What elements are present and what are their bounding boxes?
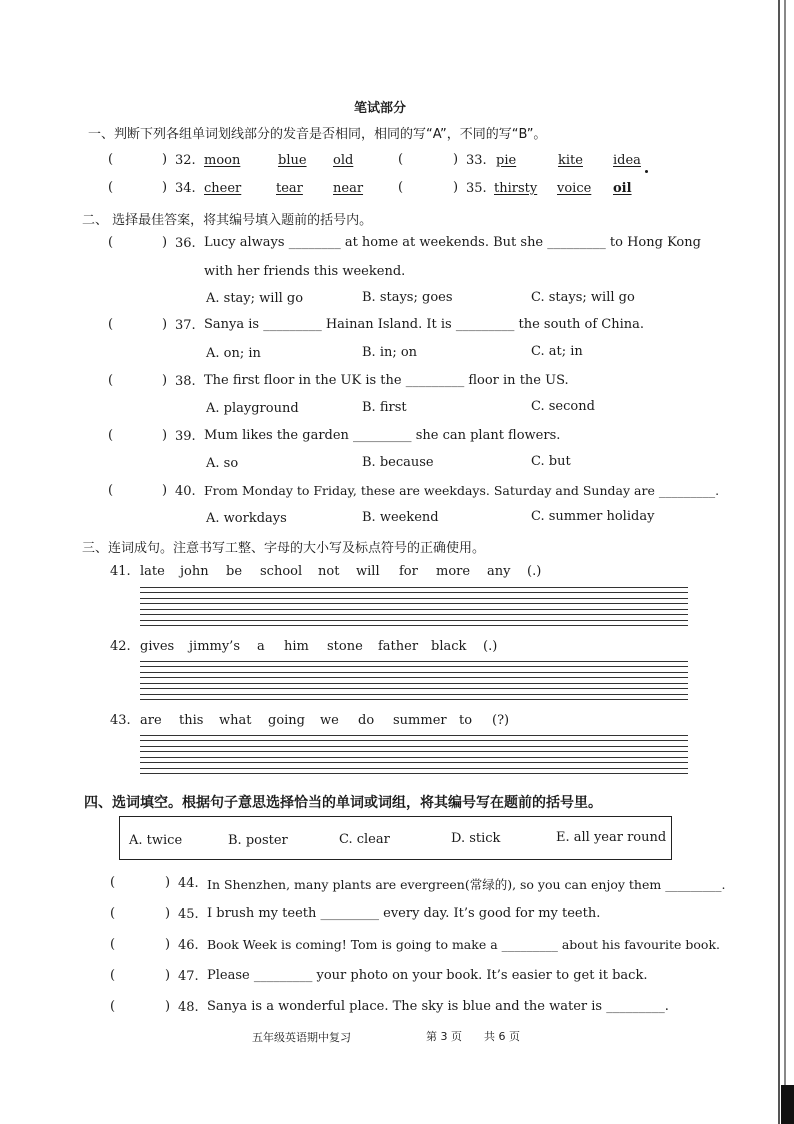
q43-word: summer (393, 713, 447, 728)
answer-paren-close: ) (162, 317, 168, 332)
q42-word: gives (140, 639, 175, 654)
word-voice: voice (557, 181, 592, 196)
q39-number: 39. (175, 429, 196, 444)
answer-paren-open: ( (108, 483, 114, 498)
section4-heading: 四、选词填空。根据句子意思选择恰当的单词或词组，将其编号写在题前的括号里。 (84, 795, 602, 811)
answer-paren-close: ) (165, 999, 171, 1014)
q43-number: 43. (110, 713, 131, 728)
answer-paren-close: ) (162, 235, 168, 250)
q36-option-c: C. stays; will go (531, 290, 635, 305)
q42-number: 42. (110, 639, 131, 654)
q43-word: we (320, 713, 339, 728)
q42-word: black (431, 639, 467, 654)
q41-word: be (226, 564, 243, 579)
q41-word: (.) (527, 564, 542, 579)
q37-number: 37. (175, 318, 196, 333)
q48-text: Sanya is a wonderful place. The sky is blue and the water is _________. (207, 999, 669, 1014)
q38-option-a: A. playground (206, 401, 299, 416)
q44-text: In Shenzhen, many plants are evergreen(常绿的), so you can enjoy them _________. (207, 877, 726, 892)
page-title: 笔试部分 (354, 101, 407, 116)
answer-paren-open: ( (108, 235, 114, 250)
word-bank-option: A. twice (129, 833, 183, 848)
question-number: 32. (175, 153, 196, 168)
q39-option-b: B. because (362, 455, 434, 470)
q37-text: Sanya is _________ Hainan Island. It is _________ the south of China. (204, 317, 645, 332)
scan-edge-line (778, 0, 780, 1124)
q40-option-c: C. summer holiday (531, 509, 655, 524)
writing-line (140, 620, 688, 626)
question-number: 33. (466, 153, 487, 168)
answer-paren-open: ( (108, 428, 114, 443)
section2-heading: 二、 选择最佳答案，将其编号填入题前的括号内。 (82, 213, 373, 228)
writing-line (140, 609, 688, 615)
answer-paren-open: ( (108, 317, 114, 332)
answer-paren-close: ) (162, 373, 168, 388)
q39-option-a: A. so (206, 456, 239, 471)
answer-paren-open: ( (110, 906, 116, 921)
answer-paren-open: ( (108, 180, 114, 195)
answer-paren-close: ) (165, 875, 171, 890)
q41-word: any (487, 564, 511, 579)
q41-word: for (399, 564, 418, 579)
word-cheer: cheer (204, 181, 242, 196)
answer-paren-open: ( (110, 968, 116, 983)
answer-paren-open: ( (108, 373, 114, 388)
q41-number: 41. (110, 564, 131, 579)
answer-paren-open: ( (108, 152, 114, 167)
q43-word: do (358, 713, 375, 728)
q36-number: 36. (175, 236, 196, 251)
answer-paren-close: ) (453, 152, 459, 167)
answer-paren-close: ) (165, 937, 171, 952)
answer-paren-close: ) (162, 428, 168, 443)
answer-paren-close: ) (162, 152, 168, 167)
q37-option-a: A. on; in (206, 346, 261, 361)
writing-line (140, 587, 688, 593)
q36-option-b: B. stays; goes (362, 290, 453, 305)
question-number: 34. (175, 181, 196, 196)
q38-text: The first floor in the UK is the _________ floor in the US. (204, 373, 569, 388)
section3-heading: 三、连词成句。注意书写工整、字母的大小写及标点符号的正确使用。 (82, 541, 486, 556)
q44-number: 44. (178, 876, 199, 891)
word-oil: oil (613, 181, 632, 196)
answer-paren-close: ) (162, 180, 168, 195)
q43-word: this (179, 713, 204, 728)
question-number: 35. (466, 181, 487, 196)
answer-paren-close: ) (162, 483, 168, 498)
scan-speck (645, 170, 648, 173)
writing-line (140, 768, 688, 774)
scan-edge-shadow (781, 1085, 794, 1124)
q42-word: a (257, 639, 265, 654)
q41-word: late (140, 564, 165, 579)
q36-text: Lucy always ________ at home at weekends. But she _________ to Hong Kong (204, 235, 701, 250)
answer-paren-open: ( (398, 180, 404, 195)
q40-text: From Monday to Friday, these are weekdays. Saturday and Sunday are _________. (204, 483, 720, 498)
word-old: old (333, 153, 354, 168)
writing-line (140, 694, 688, 700)
word-tear: tear (276, 181, 303, 196)
q46-text: Book Week is coming! Tom is going to make a _________ about his favourite book. (207, 937, 720, 952)
word-bank-option: C. clear (339, 832, 390, 847)
word-thirsty: thirsty (494, 181, 538, 196)
answer-paren-open: ( (398, 152, 404, 167)
q43-word: (?) (492, 713, 510, 728)
word-moon: moon (204, 153, 241, 168)
q42-word: jimmy’s (189, 639, 240, 654)
q40-number: 40. (175, 484, 196, 499)
answer-paren-open: ( (110, 875, 116, 890)
q39-option-c: C. but (531, 454, 571, 469)
q47-text: Please _________ your photo on your book. It’s easier to get it back. (207, 968, 648, 983)
q41-word: not (318, 564, 340, 579)
word-near: near (333, 181, 364, 196)
answer-paren-close: ) (453, 180, 459, 195)
scan-edge-line (784, 0, 786, 1124)
q41-word: school (260, 564, 303, 579)
answer-paren-close: ) (165, 968, 171, 983)
q42-word: (.) (483, 639, 498, 654)
writing-line (140, 598, 688, 604)
section1-heading: 一、判断下列各组单词划线部分的发音是否相同，相同的写“A”，不同的写“B”。 (88, 127, 547, 142)
writing-line (140, 735, 688, 741)
word-bank-option: B. poster (228, 833, 288, 848)
q43-word: to (459, 713, 473, 728)
footer-page-number: 第 3 页 (426, 1030, 462, 1043)
q43-word: what (219, 713, 252, 728)
q47-number: 47. (178, 969, 199, 984)
answer-paren-open: ( (110, 999, 116, 1014)
q42-word: him (284, 639, 309, 654)
word-bank-option: D. stick (451, 831, 501, 846)
footer-total-pages: 共 6 页 (484, 1030, 520, 1043)
writing-line (140, 757, 688, 763)
q40-option-b: B. weekend (362, 510, 439, 525)
q40-option-a: A. workdays (206, 511, 287, 526)
q38-option-c: C. second (531, 399, 595, 414)
q43-word: are (140, 713, 162, 728)
answer-paren-open: ( (110, 937, 116, 952)
writing-line (140, 746, 688, 752)
q38-number: 38. (175, 374, 196, 389)
writing-line (140, 683, 688, 689)
word-kite: kite (558, 153, 583, 168)
q41-word: will (356, 564, 380, 579)
q41-word: john (180, 564, 209, 579)
q46-number: 46. (178, 938, 199, 953)
q42-word: father (378, 639, 419, 654)
q37-option-b: B. in; on (362, 345, 418, 360)
q41-word: more (436, 564, 471, 579)
word-pie: pie (496, 153, 517, 168)
writing-line (140, 661, 688, 667)
word-bank-option: E. all year round (556, 830, 667, 845)
word-idea: idea (613, 153, 641, 168)
q43-word: going (268, 713, 306, 728)
writing-line (140, 672, 688, 678)
q42-word: stone (327, 639, 363, 654)
q38-option-b: B. first (362, 400, 407, 415)
footer-course: 五年级英语期中复习 (252, 1031, 351, 1044)
q45-number: 45. (178, 907, 199, 922)
q36-option-a: A. stay; will go (206, 291, 304, 306)
q37-option-c: C. at; in (531, 344, 583, 359)
word-blue: blue (278, 153, 307, 168)
q48-number: 48. (178, 1000, 199, 1015)
q39-text: Mum likes the garden _________ she can plant flowers. (204, 428, 561, 443)
q36-text-cont: with her friends this weekend. (204, 264, 406, 279)
answer-paren-close: ) (165, 906, 171, 921)
q45-text: I brush my teeth _________ every day. It’s good for my teeth. (207, 906, 601, 921)
